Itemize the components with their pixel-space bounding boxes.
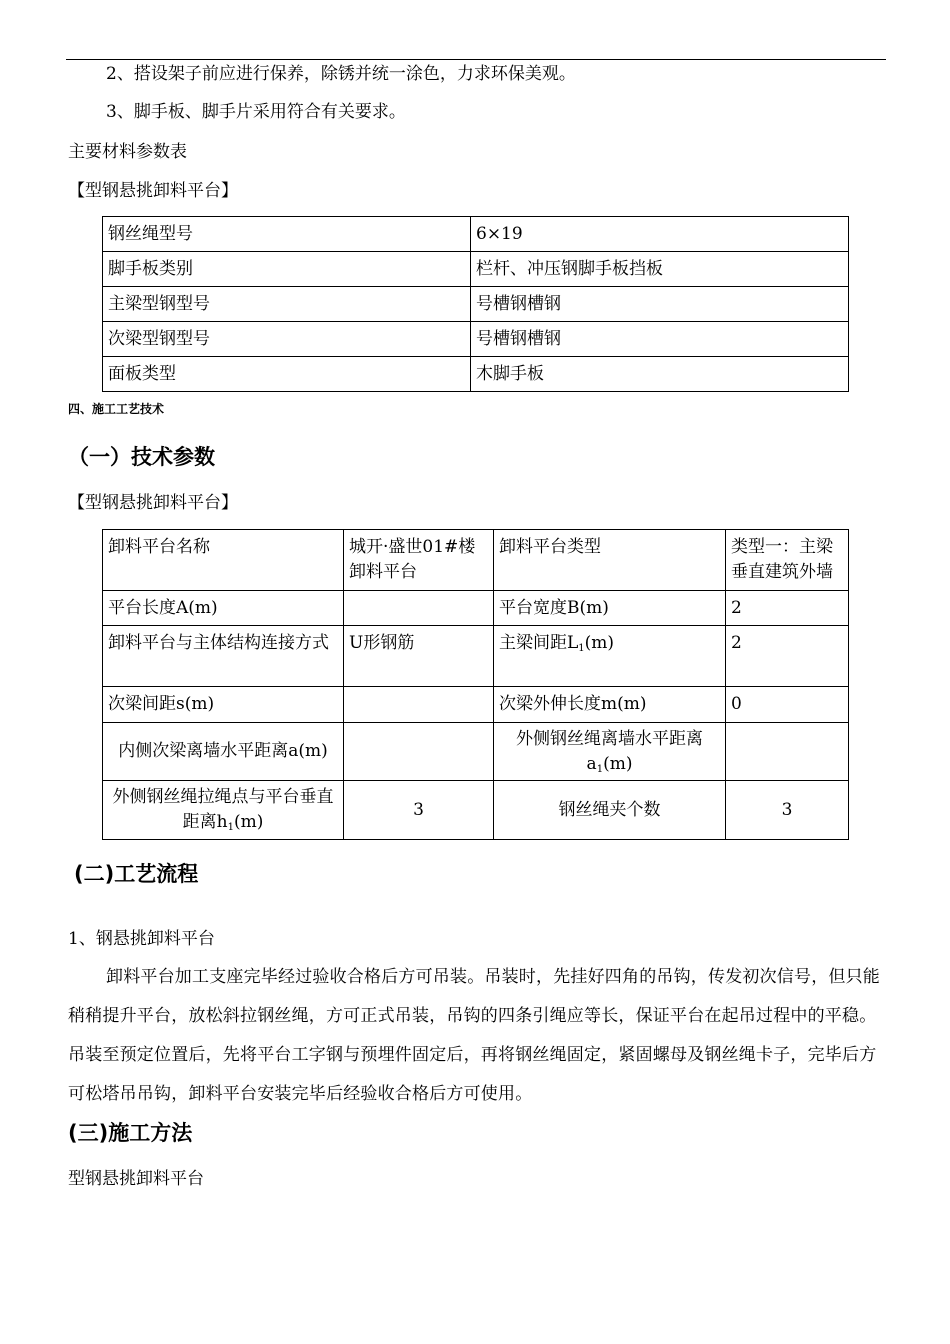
table-cell: 号槽钢槽钢 — [471, 287, 849, 322]
table-cell: 钢丝绳型号 — [103, 217, 471, 252]
cell-unit: (m) — [233, 812, 264, 832]
cell-unit: (m) — [603, 753, 633, 774]
table-cell — [344, 591, 494, 626]
cell-text: 外侧钢丝绳离墙水平距离a — [516, 728, 703, 774]
body-paragraph: 卸料平台加工支座完毕经过验收合格后方可吊装。吊装时，先挂好四角的吊钩，传发初次信号，但只能稍稍提升平台，放松斜拉钢丝绳，方可正式吊装，吊钩的四条引绳应等长，保证平台在起吊过程中的平稳。吊装至预定位置后，先将平台工字钢与预埋件固定后，再将钢丝绳固定，紧固螺母及钢丝绳卡子，完毕后方可松塔吊吊钩，卸料平台安装完毕后经验收合格后方可使用。 — [68, 967, 880, 1104]
table-cell: U形钢筋 — [344, 626, 494, 687]
list-item-2: 2、搭设架子前应进行保养，除锈并统一涂色，力求环保美观。 — [106, 64, 576, 84]
body-line: 型钢悬挑卸料平台 — [68, 1169, 204, 1189]
table-cell — [103, 781, 344, 840]
table-cell: 城开·盛世01#楼卸料平台 — [344, 530, 494, 591]
table-row — [103, 687, 849, 723]
table-cell: 卸料平台名称 — [103, 530, 344, 591]
table-row — [103, 357, 849, 392]
table-row — [103, 781, 849, 840]
subscript: 1 — [578, 643, 585, 654]
table-row — [103, 723, 849, 781]
cell-unit: (m) — [584, 633, 615, 653]
table-cell — [344, 687, 494, 723]
cell-text: 外侧钢丝绳拉绳点与平台垂直距离h — [112, 787, 334, 832]
table-caption: 主要材料参数表 — [68, 142, 187, 162]
section-heading: 四、施工工艺技术 — [68, 402, 165, 416]
table-cell: 次梁间距s(m) — [103, 687, 344, 723]
table-cell: 栏杆、冲压钢脚手板挡板 — [471, 252, 849, 287]
subsection-heading: （一）技术参数 — [68, 445, 215, 469]
table-cell: 号槽钢槽钢 — [471, 322, 849, 357]
subscript: 1 — [227, 822, 234, 833]
table-cell — [494, 723, 726, 781]
table-cell: 3 — [344, 781, 494, 840]
list-item-1: 1、钢悬挑卸料平台 — [68, 929, 215, 949]
table-cell: 类型一：主梁垂直建筑外墙 — [726, 530, 849, 591]
subscript: 1 — [596, 763, 604, 775]
table-cell: 2 — [726, 626, 849, 687]
table-cell: 主梁型钢型号 — [103, 287, 471, 322]
table-cell: 卸料平台与主体结构连接方式 — [103, 626, 344, 687]
table-cell: 平台宽度B(m) — [494, 591, 726, 626]
bracket-label: 【型钢悬挑卸料平台】 — [68, 493, 238, 513]
table-row — [103, 217, 849, 252]
table-cell — [494, 626, 726, 687]
table-cell — [344, 723, 494, 781]
parameter-table — [102, 529, 849, 840]
list-item-3: 3、脚手板、脚手片采用符合有关要求。 — [106, 102, 406, 122]
table-cell: 钢丝绳夹个数 — [494, 781, 726, 840]
material-table — [102, 216, 849, 392]
table-cell: 2 — [726, 591, 849, 626]
table-row — [103, 530, 849, 591]
table-cell: 次梁型钢型号 — [103, 322, 471, 357]
subsection-heading: (二)工艺流程 — [74, 862, 199, 886]
table-cell: 卸料平台类型 — [494, 530, 726, 591]
table-cell — [726, 723, 849, 781]
table-row — [103, 626, 849, 687]
table-cell: 木脚手板 — [471, 357, 849, 392]
table-cell: 平台长度A(m) — [103, 591, 344, 626]
table-row — [103, 252, 849, 287]
bracket-label: 【型钢悬挑卸料平台】 — [68, 181, 238, 201]
table-row — [103, 591, 849, 626]
subsection-heading: (三)施工方法 — [68, 1121, 193, 1145]
table-cell: 6×19 — [471, 217, 849, 252]
table-cell: 脚手板类别 — [103, 252, 471, 287]
table-cell: 0 — [726, 687, 849, 723]
table-cell: 内侧次梁离墙水平距离a(m) — [103, 723, 344, 781]
table-cell: 次梁外伸长度m(m) — [494, 687, 726, 723]
table-row — [103, 322, 849, 357]
cell-text: 主梁间距L — [499, 633, 579, 653]
header-rule — [66, 59, 886, 60]
table-cell: 3 — [726, 781, 849, 840]
table-row — [103, 287, 849, 322]
table-cell: 面板类型 — [103, 357, 471, 392]
